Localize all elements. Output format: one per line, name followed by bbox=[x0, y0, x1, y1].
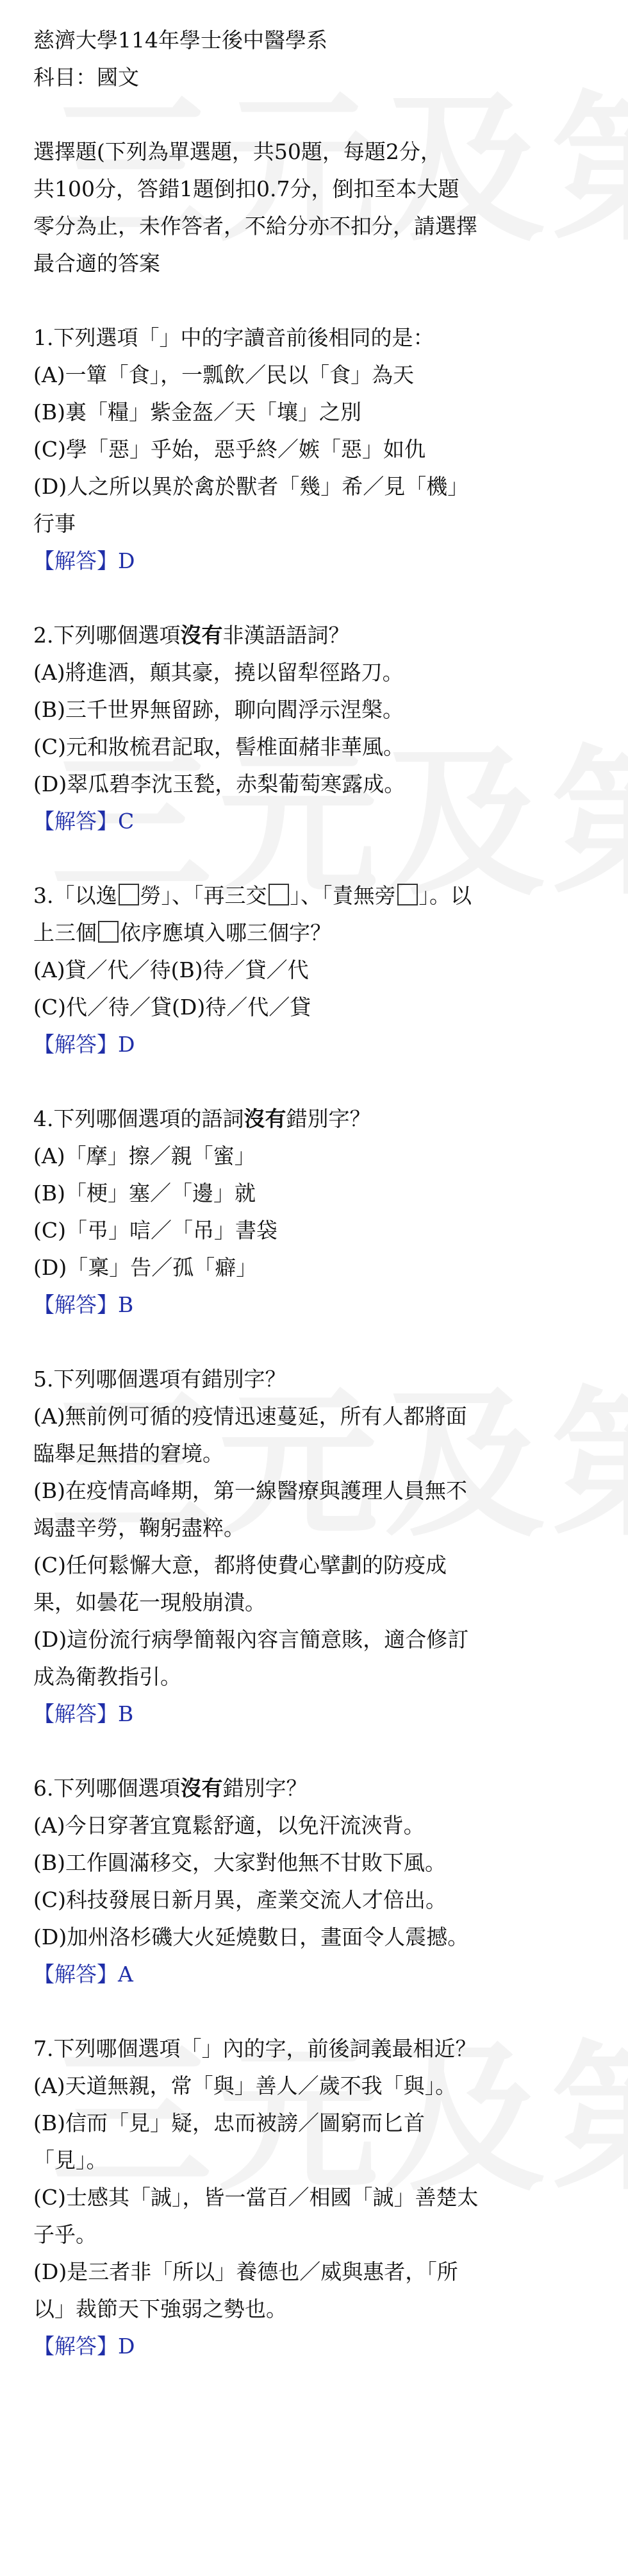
answer: 【解答】D bbox=[33, 548, 135, 573]
option-b: (B)工作圓滿移交，大家對他無不甘敗下風。 bbox=[33, 1850, 446, 1875]
question-2 bbox=[33, 617, 604, 840]
options-cd: (C)代／待／貸(D)待／代／貸 bbox=[33, 995, 311, 1020]
answer: 【解答】B bbox=[33, 1292, 134, 1317]
question-text-part: 3.「以逸 bbox=[33, 883, 117, 908]
instruction-line: 零分為止，未作答者，不給分亦不扣分，請選擇 bbox=[33, 214, 477, 239]
question-text bbox=[33, 877, 604, 914]
option-b: (B)「梗」塞／「邊」就 bbox=[33, 1181, 256, 1206]
option-c: (C)「弔」唁／「吊」書袋 bbox=[33, 1218, 277, 1243]
option-c-continued: 果，如曇花一現般崩潰。 bbox=[33, 1590, 266, 1615]
option-c: (C)任何鬆懈大意，都將使費心擘劃的防疫成 bbox=[33, 1553, 447, 1578]
question-text bbox=[33, 1770, 604, 1807]
answer: 【解答】D bbox=[33, 2334, 135, 2359]
answer: 【解答】D bbox=[33, 1032, 135, 1057]
answer: 【解答】A bbox=[33, 1962, 133, 1987]
option-a: (A)天道無親，常「與」善人／歲不我「與」。 bbox=[33, 2073, 457, 2098]
emphasis-text: 沒有 bbox=[244, 1106, 286, 1131]
option-d: (D)加州洛杉磯大火延燒數日，畫面令人震撼。 bbox=[33, 1924, 469, 1949]
question-3 bbox=[33, 877, 604, 1063]
question-text bbox=[33, 1100, 604, 1138]
option-b: (B)裏「糧」紫金盔／天「壤」之別 bbox=[33, 400, 361, 425]
option-d-continued: 成為衛教指引。 bbox=[33, 1664, 181, 1689]
question-text-end: 錯別字？ bbox=[222, 1776, 308, 1801]
question-text-part: 依序應填入哪三個字？ bbox=[120, 920, 331, 945]
option-d: (D)這份流行病學簡報內容言簡意賅，適合修訂 bbox=[33, 1627, 469, 1652]
option-d-continued: 以」裁節天下強弱之勢也。 bbox=[33, 2296, 287, 2321]
option-c: (C)學「惡」乎始，惡乎終／嫉「惡」如仇 bbox=[33, 437, 426, 462]
question-7 bbox=[33, 2030, 604, 2365]
header-school: 慈濟大學114年學士後中醫學系 bbox=[33, 28, 327, 53]
answer: 【解答】B bbox=[33, 1701, 134, 1726]
question-text-part: 」。以 bbox=[418, 883, 472, 908]
question-1 bbox=[33, 319, 604, 580]
question-text-end: 錯別字？ bbox=[286, 1106, 371, 1131]
option-d: (D)翠瓜碧李沈玉甃，赤梨葡萄寒露成。 bbox=[33, 771, 406, 796]
question-text-end: 非漢語語詞？ bbox=[222, 623, 350, 648]
option-a: (A)無前例可循的疫情迅速蔓延，所有人都將面 bbox=[33, 1404, 467, 1429]
question-text: 1.下列選項「」中的字讀音前後相同的是： bbox=[33, 325, 434, 350]
option-d: (D)「稟」告／孤「癖」 bbox=[33, 1255, 258, 1280]
option-b: (B)三千世界無留跡，聊向閻浮示涅槃。 bbox=[33, 697, 404, 722]
option-c: (C)科技發展日新月異，產業交流人才倍出。 bbox=[33, 1887, 447, 1912]
header-subject: 科目：國文 bbox=[33, 65, 139, 90]
question-text-start: 2.下列哪個選項 bbox=[33, 623, 181, 648]
option-c: (C)元和妝梳君記取，髻椎面赭非華風。 bbox=[33, 734, 404, 759]
option-a: (A)今日穿著宜寬鬆舒適，以免汗流浹背。 bbox=[33, 1813, 425, 1838]
blank-box bbox=[397, 884, 418, 905]
question-text: 7.下列哪個選項「」內的字，前後詞義最相近？ bbox=[33, 2036, 477, 2061]
option-b: (B)在疫情高峰期，第一線醫療與護理人員無不 bbox=[33, 1478, 467, 1503]
option-c-continued: 子乎。 bbox=[33, 2222, 97, 2247]
question-text: 5.下列哪個選項有錯別字？ bbox=[33, 1367, 286, 1392]
option-a-continued: 臨舉足無措的窘境。 bbox=[33, 1441, 224, 1466]
options-ab: (A)貸／代／待(B)待／貸／代 bbox=[33, 957, 309, 982]
blank-box bbox=[119, 884, 139, 905]
emphasis-text: 沒有 bbox=[180, 623, 223, 648]
instruction-line: 共100分，答錯1題倒扣0.7分，倒扣至本大題 bbox=[33, 176, 459, 201]
instruction-line: 選擇題(下列為單選題，共50題，每題2分， bbox=[33, 139, 442, 164]
option-b-continued: 「見」。 bbox=[33, 2148, 108, 2173]
option-a: (A)將進酒，顛其豪，撓以留犁徑路刀。 bbox=[33, 660, 404, 685]
option-c: (C)士感其「誠」，皆一當百／相國「誠」善楚太 bbox=[33, 2185, 479, 2210]
instruction-line: 最合適的答案 bbox=[33, 251, 160, 276]
question-text-part: 上三個 bbox=[33, 920, 97, 945]
option-a: (A)「摩」擦／親「蜜」 bbox=[33, 1143, 256, 1168]
option-d: (D)是三者非「所以」養德也／威與惠者，「所 bbox=[33, 2259, 458, 2284]
question-text-part: 」、「責無旁 bbox=[290, 883, 396, 908]
answer: 【解答】C bbox=[33, 809, 135, 834]
question-5 bbox=[33, 1361, 604, 1733]
emphasis-text: 沒有 bbox=[180, 1776, 223, 1801]
question-6 bbox=[33, 1770, 604, 1993]
option-d-continued: 行事 bbox=[33, 511, 76, 536]
option-b-continued: 竭盡辛勞，鞠躬盡粹。 bbox=[33, 1515, 245, 1540]
instructions bbox=[33, 133, 604, 282]
option-d: (D)人之所以異於禽於獸者「幾」希／見「機」 bbox=[33, 474, 469, 499]
document-body bbox=[33, 22, 604, 2365]
question-text-continued bbox=[33, 914, 604, 952]
question-text bbox=[33, 617, 604, 654]
question-4 bbox=[33, 1100, 604, 1324]
option-a: (A)一簞「食」，一瓢飲／民以「食」為天 bbox=[33, 362, 415, 387]
question-text-start: 6.下列哪個選項 bbox=[33, 1776, 181, 1801]
question-text-start: 4.下列哪個選項的語詞 bbox=[33, 1106, 244, 1131]
blank-box bbox=[269, 884, 289, 905]
blank-box bbox=[98, 921, 119, 943]
option-b: (B)信而「見」疑，忠而被謗／圖窮而匕首 bbox=[33, 2110, 425, 2135]
question-text-part: 勞」、「再三交 bbox=[140, 883, 267, 908]
